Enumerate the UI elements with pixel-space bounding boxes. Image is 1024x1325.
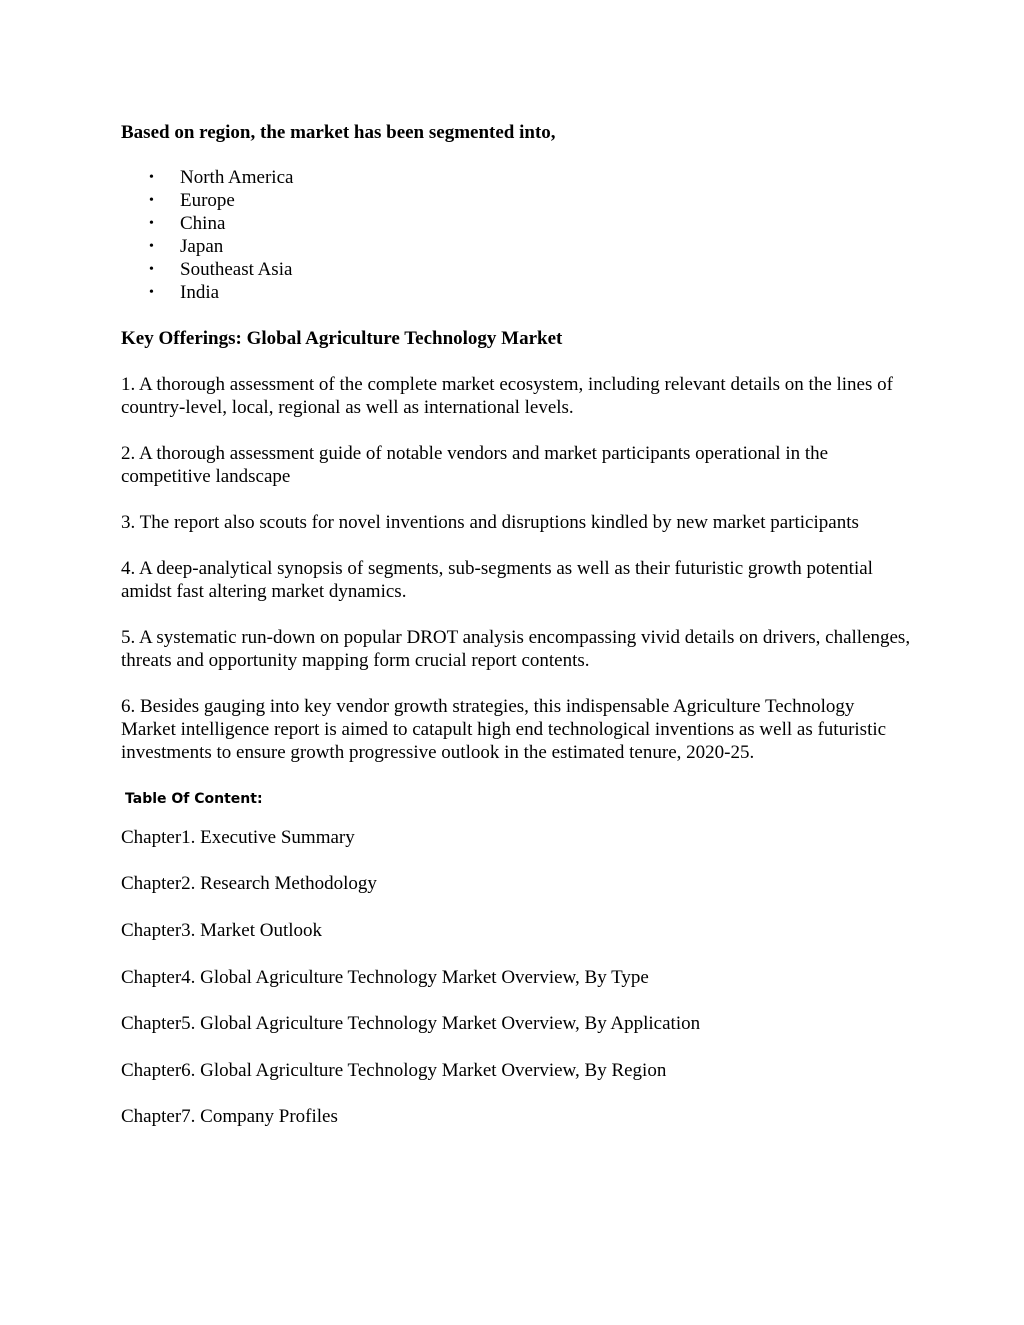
offering-paragraph: 3. The report also scouts for novel inventions and disruptions kindled by new market participants xyxy=(121,512,859,533)
region-label: India xyxy=(180,282,220,303)
list-item xyxy=(121,281,911,304)
region-heading: Based on region, the market has been segmented into, xyxy=(121,122,556,143)
key-offerings-heading: Key Offerings: Global Agriculture Technology Market xyxy=(121,328,563,349)
toc-chapter-item: Chapter5. Global Agriculture Technology Market Overview, By Application xyxy=(121,1013,701,1034)
region-label: North America xyxy=(180,167,294,188)
toc-chapter-item: Chapter4. Global Agriculture Technology Market Overview, By Type xyxy=(121,967,649,988)
toc-chapter-list xyxy=(121,826,911,1146)
toc-chapter-item: Chapter2. Research Methodology xyxy=(121,873,377,894)
offering-paragraph: 4. A deep-analytical synopsis of segments, sub-segments as well as their futuristic growth potential amidst fast altering market dynamics. xyxy=(121,558,873,602)
document-page xyxy=(121,121,911,1146)
region-label: Europe xyxy=(180,190,235,211)
offering-paragraph: 5. A systematic run-down on popular DROT analysis encompassing vivid details on drivers, challenges, threats and opportunity mapping form crucial report contents. xyxy=(121,627,911,671)
bullet-icon: • xyxy=(149,170,154,185)
bullet-icon: • xyxy=(149,285,154,300)
list-item xyxy=(121,189,911,212)
list-item xyxy=(121,212,911,235)
offering-paragraph: 6. Besides gauging into key vendor growth strategies, this indispensable Agriculture Technology Market intelligence report is aimed to catapult high end technological inventions as well as futuristic investments to ensure growth progressive outlook in the estimated tenure, 2020-25. xyxy=(121,696,887,763)
region-list xyxy=(121,166,911,304)
toc-heading: Table Of Content: xyxy=(125,791,263,807)
bullet-icon: • xyxy=(149,239,154,254)
toc-chapter-item: Chapter6. Global Agriculture Technology Market Overview, By Region xyxy=(121,1060,667,1081)
region-label: Japan xyxy=(180,236,224,257)
bullet-icon: • xyxy=(149,262,154,277)
bullet-icon: • xyxy=(149,193,154,208)
toc-chapter-item: Chapter3. Market Outlook xyxy=(121,920,323,941)
region-label: China xyxy=(180,213,226,234)
list-item xyxy=(121,258,911,281)
toc-chapter-item: Chapter1. Executive Summary xyxy=(121,827,355,848)
bullet-icon: • xyxy=(149,216,154,231)
offering-paragraph: 2. A thorough assessment guide of notable vendors and market participants operational in the competitive landscape xyxy=(121,443,829,487)
region-label: Southeast Asia xyxy=(180,259,293,280)
list-item xyxy=(121,166,911,189)
toc-chapter-item: Chapter7. Company Profiles xyxy=(121,1106,338,1127)
list-item xyxy=(121,235,911,258)
offering-paragraph: 1. A thorough assessment of the complete market ecosystem, including relevant details on the lines of country-level, local, regional as well as international levels. xyxy=(121,374,893,418)
